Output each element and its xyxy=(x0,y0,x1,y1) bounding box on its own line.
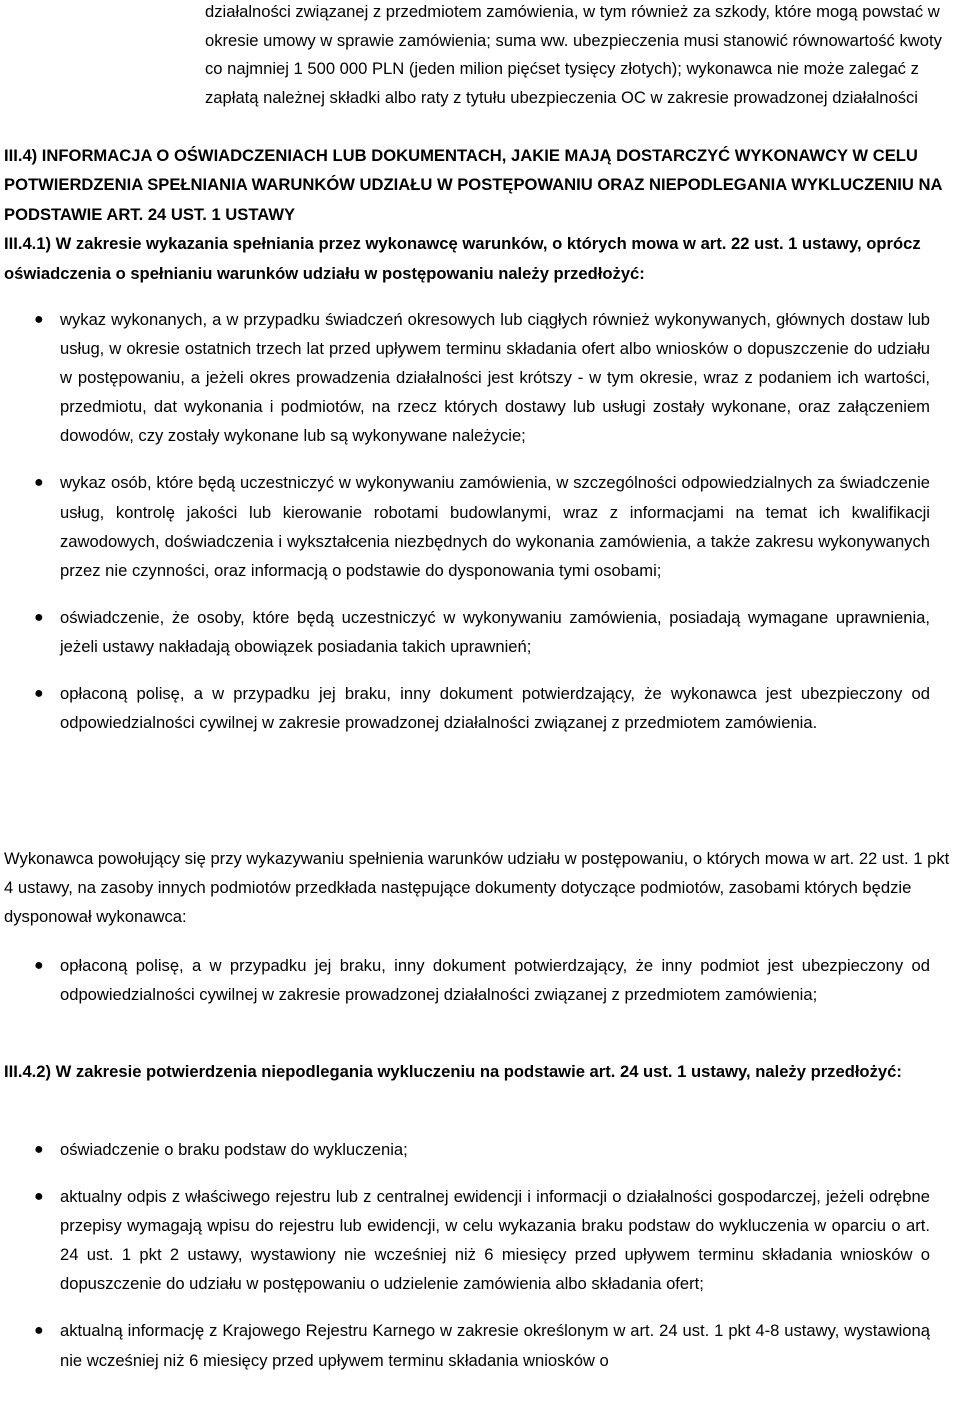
list-item: ● opłaconą polisę, a w przypadku jej braku, inny dokument potwierdzający, że inny podmiot jest ubezpieczony od odpowiedzialności cywilnej w zakresie prowadzonej działalności związanej z przedmiotem zamówienia; xyxy=(0,951,930,1009)
bullet-icon: ● xyxy=(34,1322,44,1340)
exclusion-documents-list xyxy=(0,1135,930,1393)
bullet-icon: ● xyxy=(34,685,44,703)
list-item: ● opłaconą polisę, a w przypadku jej braku, inny dokument potwierdzający, że wykonawca jest ubezpieczony od odpowiedzialności cywilnej w zakresie prowadzonej działalności związanej z przedmiotem zamówienia. xyxy=(0,679,930,737)
bullet-icon: ● xyxy=(34,1188,44,1206)
bullet-icon: ● xyxy=(34,608,44,626)
intro-paragraph: działalności związanej z przedmiotem zamówienia, w tym również za szkody, które mogą powstać w okresie umowy w sprawie zamówienia; suma ww. ubezpieczenia musi stanowić równowartość kwoty co najmniej 1 500 000 PLN (jeden milion pięćset tysięcy złotych); wykonawca nie może zalegać z zapłatą należnej składki albo raty z tytułu ubezpieczenia OC w zakresie prowadzonej działalności xyxy=(205,2,942,107)
bullet-icon: ● xyxy=(34,311,44,328)
list-item: ● wykaz wykonanych, a w przypadku świadczeń okresowych lub ciągłych również wykonywanych, głównych dostaw lub usług, w okresie ostatnich trzech lat przed upływem terminu składania ofert albo wniosków o dopuszczenie do udziału w postępowaniu, a jeżeli okres prowadzenia działalności jest krótszy - w tym okresie, wraz z podaniem ich wartości, przedmiotu, dat wykonania i podmiotów, na rzecz których dostawy lub usługi zostały wykonane, oraz załączeniem dowodów, czy zostały wykonane lub są wykonywane należycie; xyxy=(0,305,930,450)
section-heading-iii41: III.4.1) W zakresie wykazania spełniania przez wykonawcę warunków, o których mowa w art. 22 ust. 1 ustawy, oprócz oświadczenia o spełnianiu warunków udziału w postępowaniu należy przedłożyć: xyxy=(4,234,921,283)
bullet-icon: ● xyxy=(34,1141,44,1158)
list-item: ● aktualną informację z Krajowego Rejestru Karnego w zakresie określonym w art. 24 ust. 1 pkt 4-8 ustawy, wystawioną nie wcześniej niż 6 miesięcy przed upływem terminu składania wniosków o xyxy=(0,1316,930,1374)
bullet-icon: ● xyxy=(34,474,44,492)
resources-documents-list xyxy=(0,951,930,1009)
resources-paragraph: Wykonawca powołujący się przy wykazywaniu spełnienia warunków udziału w postępowaniu, o których mowa w art. 22 ust. 1 pkt 4 ustawy, na zasoby innych podmiotów przedkłada następujące dokumenty dotyczące podmiotów, zasobami których będzie dysponował wykonawca: xyxy=(4,849,950,927)
required-documents-list xyxy=(0,305,930,755)
bullet-icon: ● xyxy=(34,957,44,974)
list-item: ● aktualny odpis z właściwego rejestru lub z centralnej ewidencji i informacji o działalności gospodarczej, jeżeli odrębne przepisy wymagają wpisu do rejestru lub ewidencji, w celu wykazania braku podstaw do wykluczenia w oparciu o art. 24 ust. 1 pkt 2 ustawy, wystawiony nie wcześniej niż 6 miesięcy przed upływem terminu składania wniosków o dopuszczenie do udziału w postępowaniu o udzielenie zamówienia albo składania ofert; xyxy=(0,1182,930,1298)
list-item: ● oświadczenie o braku podstaw do wykluczenia; xyxy=(0,1135,930,1164)
list-item: ● wykaz osób, które będą uczestniczyć w wykonywaniu zamówienia, w szczególności odpowiedzialnych za świadczenie usług, kontrolę jakości lub kierowanie robotami budowlanymi, wraz z informacjami na temat ich kwalifikacji zawodowych, doświadczenia i wykształcenia niezbędnych do wykonania zamówienia, a także zakresu wykonywanych przez nie czynności, oraz informacją o podstawie do dysponowania tymi osobami; xyxy=(0,468,930,584)
section-heading-iii42: III.4.2) W zakresie potwierdzenia niepodlegania wykluczeniu na podstawie art. 24 ust. 1 ustawy, należy przedłożyć: xyxy=(4,1062,902,1081)
section-heading-iii4: III.4) INFORMACJA O OŚWIADCZENIACH LUB DOKUMENTACH, JAKIE MAJĄ DOSTARCZYĆ WYKONAWCY W CELU POTWIERDZENIA SPEŁNIANIA WARUNKÓW UDZIAŁU W POSTĘPOWANIU ORAZ NIEPODLEGANIA WYKLUCZENIU NA PODSTAWIE ART. 24 UST. 1 USTAWY xyxy=(4,146,942,224)
list-item: ● oświadczenie, że osoby, które będą uczestniczyć w wykonywaniu zamówienia, posiadają wymagane uprawnienia, jeżeli ustawy nakładają obowiązek posiadania takich uprawnień; xyxy=(0,603,930,661)
